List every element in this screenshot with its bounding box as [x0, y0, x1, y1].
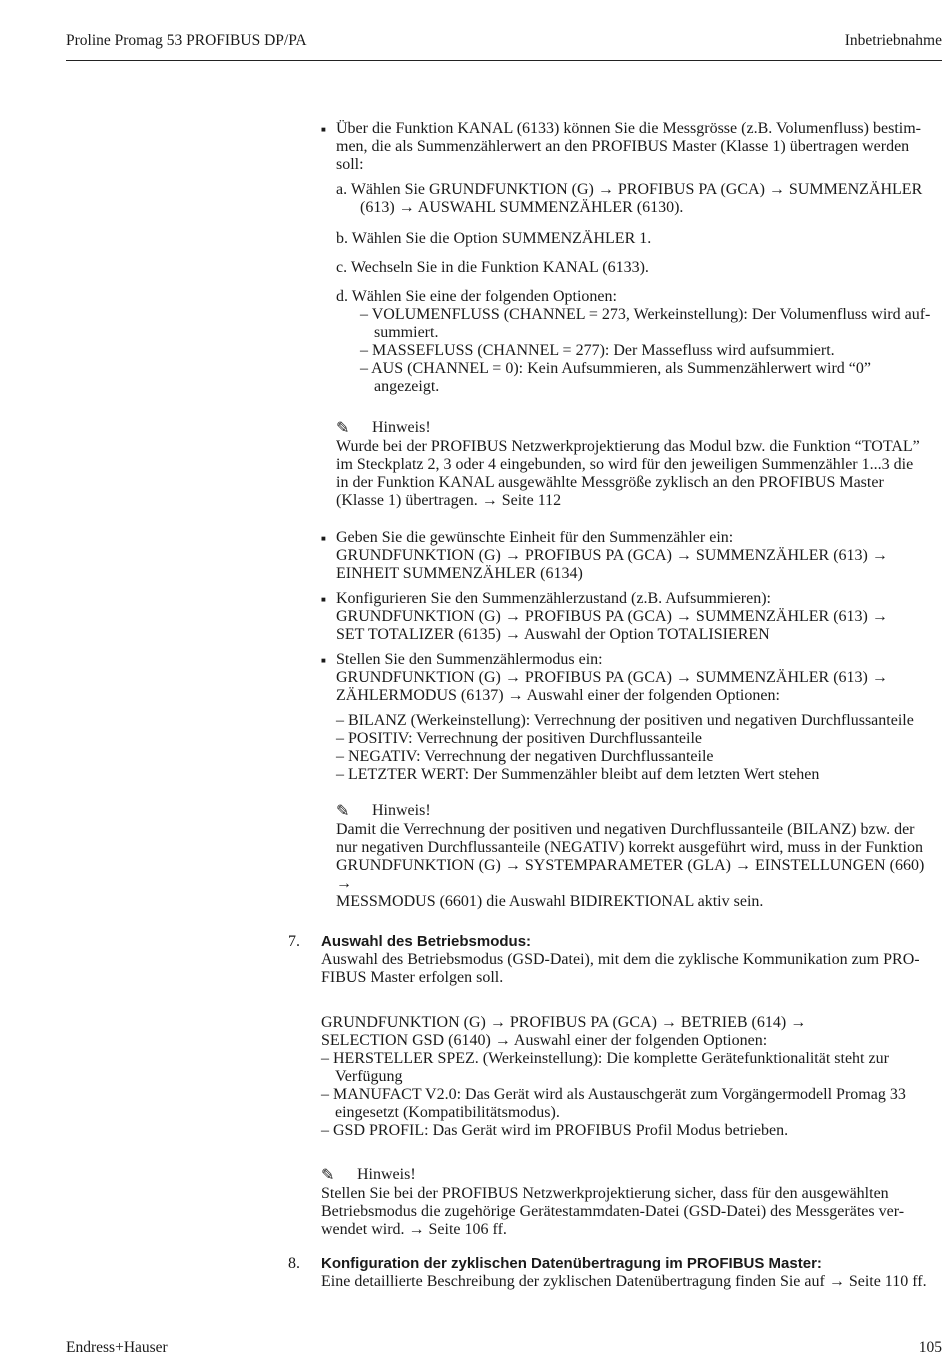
section-title: Konfiguration der zyklischen Datenübertragung im PROFIBUS Master: [321, 1255, 822, 1272]
step-d [336, 288, 930, 396]
text-line: (613) → AUSWAHL SUMMENZÄHLER (6130). [360, 199, 684, 216]
text-line: wendet wird. → Seite 106 ff. [321, 1221, 507, 1238]
text-line: Betriebsmodus die zugehörige Gerätestammdaten-Datei (GSD-Datei) des Messgerätes ver- [321, 1203, 905, 1220]
text-line: Verfügung [335, 1068, 403, 1085]
text-line: ■ Stellen Sie den Summenzählermodus ein: [336, 651, 603, 668]
text-line: – NEGATIV: Verrechnung der negativen Durchflussanteile [336, 748, 714, 765]
text-line: FIBUS Master erfolgen soll. [321, 969, 504, 986]
section-7-path [321, 1014, 941, 1140]
text-line: – AUS (CHANNEL = 0): Kein Aufsummieren, als Summenzählerwert wird “0” [360, 360, 871, 377]
text-line: SELECTION GSD (6140) → Auswahl einer der folgenden Optionen: [321, 1032, 768, 1049]
text-line: summiert. [374, 324, 439, 341]
text-line: Stellen Sie bei der PROFIBUS Netzwerkprojektierung sicher, dass für den ausgewählten [321, 1185, 889, 1202]
text-line: eingesetzt (Kompatibilitätsmodus). [335, 1104, 560, 1121]
text-line: GRUNDFUNKTION (G) → PROFIBUS PA (GCA) → SUMMENZÄHLER (613) → [336, 608, 888, 625]
note-title: Hinweis! [372, 802, 431, 819]
text-line: (Klasse 1) übertragen. → Seite 112 [336, 492, 562, 509]
text-line: SET TOTALIZER (6135) → Auswahl der Option TOTALISIEREN [336, 626, 770, 643]
section-title: Auswahl des Betriebsmodus: [321, 933, 532, 950]
note-1 [336, 418, 941, 510]
text-line: – LETZTER WERT: Der Summenzähler bleibt auf dem letzten Wert stehen [336, 766, 820, 783]
step-b [336, 230, 651, 248]
page-header [66, 32, 942, 61]
text-line: – MANUFACT V2.0: Das Gerät wird als Austauschgerät zum Vorgängermodell Promag 33 [321, 1086, 906, 1103]
step-c [336, 259, 649, 277]
text-line: – POSITIV: Verrechnung der positiven Durchflussanteile [336, 730, 702, 747]
note-2 [336, 801, 941, 911]
section-8-number [288, 1255, 300, 1273]
text-line: in der Funktion KANAL ausgewählte Messgröße zyklisch an den PROFIBUS Master [336, 474, 884, 491]
text-line: GRUNDFUNKTION (G) → PROFIBUS PA (GCA) → SUMMENZÄHLER (613) → [336, 547, 888, 564]
text-line: Wurde bei der PROFIBUS Netzwerkprojektierung das Modul bzw. die Funktion “TOTAL” [336, 438, 920, 455]
text-line: – HERSTELLER SPEZ. (Werkeinstellung): Die komplette Gerätefunktionalität steht zur [321, 1050, 889, 1067]
section-7 [321, 933, 941, 987]
text-line: Eine detaillierte Beschreibung der zyklischen Datenübertragung finden Sie auf → Seite 110 ff. [321, 1273, 927, 1290]
pencil-icon: ✎ [321, 1167, 335, 1184]
text-line: c. Wechseln Sie in die Funktion KANAL (6133). [336, 259, 649, 276]
text-line: a. Wählen Sie GRUNDFUNKTION (G) → PROFIBUS PA (GCA) → SUMMENZÄHLER [336, 181, 923, 198]
text-line: men, die als Summenzählerwert an den PROFIBUS Master (Klasse 1) übertragen werden [336, 138, 910, 155]
header-section: Inbetriebnahme [844, 32, 942, 49]
text-line: GRUNDFUNKTION (G) → PROFIBUS PA (GCA) → SUMMENZÄHLER (613) → [336, 669, 888, 686]
pencil-icon: ✎ [336, 803, 350, 820]
bullet-zustand [336, 590, 888, 644]
section-8 [321, 1255, 946, 1291]
text-line: GRUNDFUNKTION (G) → SYSTEMPARAMETER (GLA) → EINSTELLUNGEN (660) → [336, 857, 925, 892]
text-line: angezeigt. [374, 378, 440, 395]
note-3 [321, 1165, 941, 1239]
text-line: im Steckplatz 2, 3 oder 4 eingebunden, so wird für den jeweiligen Summenzähler 1...3 die [336, 456, 914, 473]
step-a [336, 181, 922, 217]
text-line: Auswahl des Betriebsmodus (GSD-Datei), mit dem die zyklische Kommunikation zum PRO- [321, 951, 920, 968]
text-line: MESSMODUS (6601) die Auswahl BIDIREKTIONAL aktiv sein. [336, 893, 764, 910]
section-7-number [288, 933, 300, 951]
page-number: 105 [918, 1339, 942, 1356]
header-title: Proline Promag 53 PROFIBUS DP/PA [66, 32, 307, 49]
text-line: d. Wählen Sie eine der folgenden Optionen: [336, 288, 617, 305]
text-line: soll: [336, 156, 364, 173]
text-line: ■ Geben Sie die gewünschte Einheit für den Summenzähler ein: [336, 529, 734, 546]
footer-brand: Endress+Hauser [66, 1339, 168, 1356]
modus-options [336, 712, 914, 784]
text-line: ■ Konfigurieren Sie den Summenzählerzustand (z.B. Aufsummieren): [336, 590, 771, 607]
text-line: – VOLUMENFLUSS (CHANNEL = 273, Werkeinstellung): Der Volumenfluss wird auf- [360, 306, 931, 323]
note-title: Hinweis! [357, 1166, 416, 1183]
text-line: Damit die Verrechnung der positiven und negativen Durchflussanteile (BILANZ) bzw. der [336, 821, 915, 838]
pencil-icon: ✎ [336, 420, 350, 437]
text-line: – GSD PROFIL: Das Gerät wird im PROFIBUS Profil Modus betrieben. [321, 1122, 789, 1139]
text-line: – BILANZ (Werkeinstellung): Verrechnung der positiven und negativen Durchflussanteile [336, 712, 914, 729]
note-title: Hinweis! [372, 419, 431, 436]
bullet-modus [336, 651, 888, 705]
section-number: 7. [288, 933, 300, 950]
section-number: 8. [288, 1255, 300, 1272]
text-line: ZÄHLERMODUS (6137) → Auswahl einer der folgenden Optionen: [336, 687, 780, 704]
text-line: nur negativen Durchflussanteile (NEGATIV) korrekt ausgeführt wird, muss in der Funktion [336, 839, 923, 856]
bullet-einheit [336, 529, 888, 583]
text-line: – MASSEFLUSS (CHANNEL = 277): Der Massefluss wird aufsummiert. [360, 342, 835, 359]
text-line: b. Wählen Sie die Option SUMMENZÄHLER 1. [336, 230, 652, 247]
bullet-kanal [336, 120, 941, 174]
text-line: ■ Über die Funktion KANAL (6133) können Sie die Messgrösse (z.B. Volumenfluss) bestim- [336, 120, 921, 137]
text-line: EINHEIT SUMMENZÄHLER (6134) [336, 565, 583, 582]
text-line: GRUNDFUNKTION (G) → PROFIBUS PA (GCA) → BETRIEB (614) → [321, 1014, 807, 1031]
